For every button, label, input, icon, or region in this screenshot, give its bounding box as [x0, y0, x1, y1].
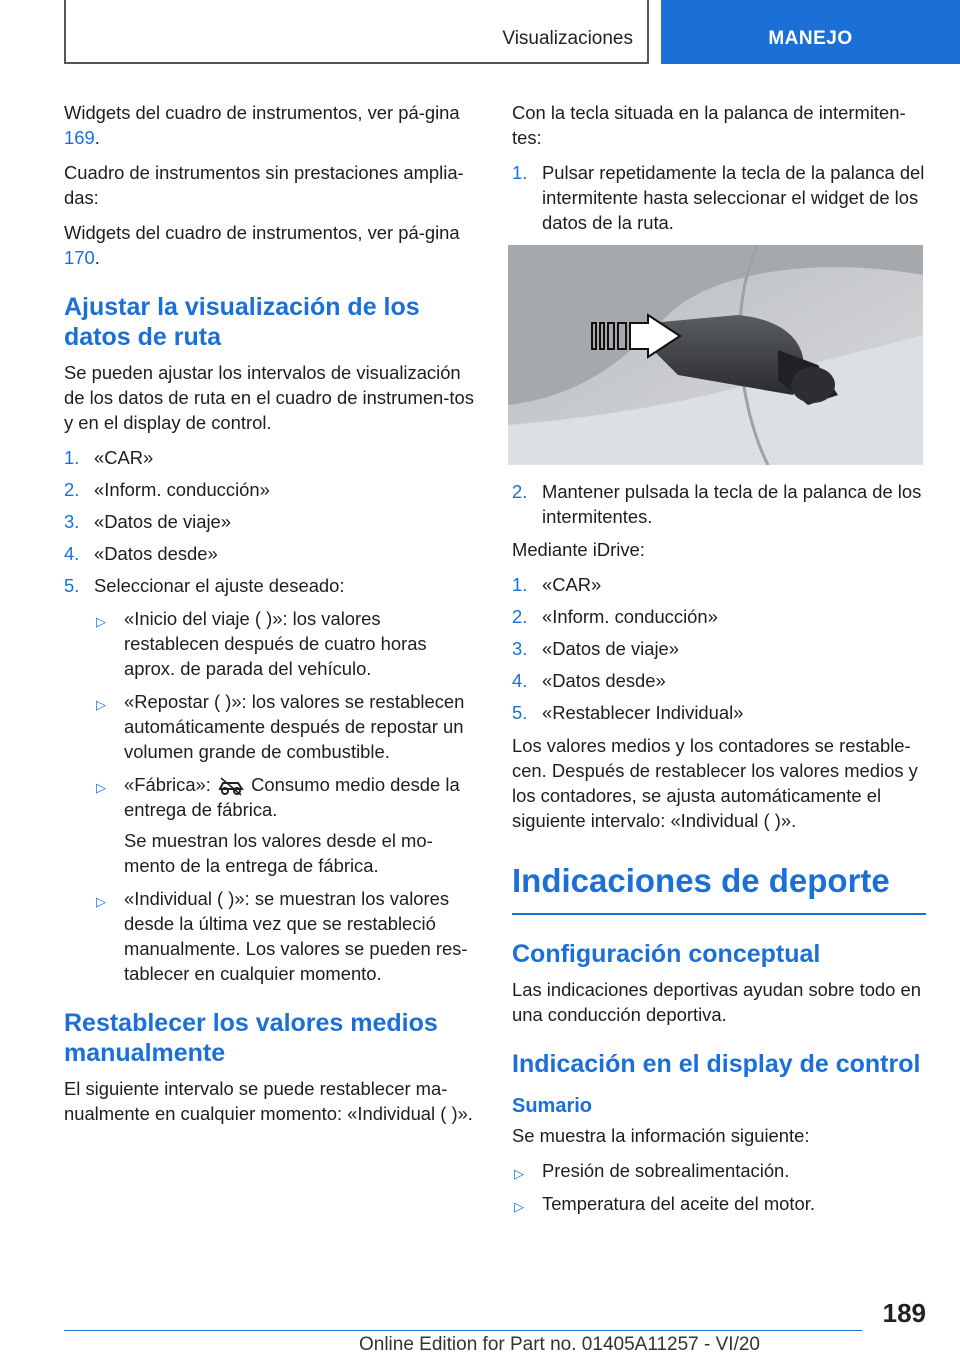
step-number: 2.: [512, 606, 528, 627]
list-item: [512, 700, 926, 725]
list-item: [512, 1191, 926, 1216]
step-number: 1.: [64, 447, 80, 468]
list-item: [94, 689, 478, 764]
step-text: «Datos de viaje»: [542, 638, 679, 659]
list-item: [64, 445, 478, 470]
step-text: «Inform. conducción»: [94, 479, 270, 500]
step-text: «Datos desde»: [542, 670, 666, 691]
chapter-tab[interactable]: [661, 0, 960, 64]
option-text: «Inicio del viaje ( )»: los valores restablecen después de cuatro horas aprox. de parada del vehículo.: [124, 608, 427, 679]
paragraph: Los valores medios y los contadores se restable-cen. Después de restablecer los valores medios y los contadores, se ajusta automáticamente el siguiente intervalo: «Individual ( )».: [512, 735, 918, 831]
step-number: 2.: [64, 479, 80, 500]
heading-sumario: Sumario: [512, 1095, 593, 1117]
steps-list: [512, 160, 926, 235]
list-item: [512, 668, 926, 693]
step-number: 4.: [64, 543, 80, 564]
paragraph: Se muestra la información siguiente:: [512, 1125, 810, 1146]
step-text: Seleccionar el ajuste deseado:: [94, 575, 345, 596]
paragraph: Widgets del cuadro de instrumentos, ver pá-gina 169.: [64, 102, 460, 148]
paragraph: Se pueden ajustar los intervalos de visualización de los datos de ruta en el cuadro de instrumen-tos y en el display de control.: [64, 362, 474, 433]
heading-restablecer: Restablecer los valores medios manualmente: [64, 1009, 438, 1067]
page-number: 189: [882, 1298, 926, 1328]
step-number: 5.: [64, 575, 80, 596]
right-column: [512, 100, 926, 1224]
list-item: [512, 1158, 926, 1183]
triangle-bullet-icon: ▷: [96, 894, 106, 909]
edition-footer: Online Edition for Part no. 01405A11257 - VI/20: [358, 1334, 760, 1355]
footer-divider: [64, 1330, 862, 1331]
option-text: «Fábrica»:: [124, 774, 211, 795]
list-item: [94, 772, 478, 822]
section-title: Visualizaciones: [502, 28, 633, 49]
step-number: 3.: [512, 638, 528, 659]
page-link[interactable]: 169: [64, 127, 95, 148]
paragraph: Widgets del cuadro de instrumentos, ver pá-gina 170.: [64, 222, 460, 268]
step-text: «Inform. conducción»: [542, 606, 718, 627]
text: Widgets del cuadro de instrumentos, ver pá-gina: [64, 102, 460, 123]
text: Widgets del cuadro de instrumentos, ver pá-gina: [64, 222, 460, 243]
list-item: [64, 477, 478, 502]
list-item: [94, 886, 478, 986]
step-number: 5.: [512, 702, 528, 723]
step-text: «Datos desde»: [94, 543, 218, 564]
option-text: Consumo medio desde la entrega de fábrica.: [124, 774, 460, 820]
options-list: [94, 606, 478, 822]
triangle-bullet-icon: ▷: [96, 780, 106, 795]
heading-config: Configuración conceptual: [512, 940, 821, 968]
lever-photo-icon: [508, 245, 923, 465]
sumario-list: [512, 1158, 926, 1216]
step-text: Pulsar repetidamente la tecla de la palanca del intermitente hasta seleccionar el widget de los datos de la ruta.: [542, 162, 925, 233]
step-number: 1.: [512, 574, 528, 595]
triangle-bullet-icon: ▷: [96, 697, 106, 712]
list-item: [512, 636, 926, 661]
chapter-tab-label: MANEJO: [768, 28, 853, 49]
step-text: «CAR»: [542, 574, 602, 595]
list-item: [64, 541, 478, 566]
list-item: [64, 509, 478, 534]
paragraph: Las indicaciones deportivas ayudan sobre todo en una conducción deportiva.: [512, 979, 921, 1025]
list-item: [512, 604, 926, 629]
step-number: 1.: [512, 162, 528, 183]
list-item: [512, 572, 926, 597]
steps-list: [64, 445, 478, 598]
fabrica-note: Se muestran los valores desde el mo-mento de la entrega de fábrica.: [124, 830, 433, 876]
step-text: «Datos de viaje»: [94, 511, 231, 532]
list-item: [512, 479, 926, 529]
step-number: 3.: [64, 511, 80, 532]
step-number: 2.: [512, 481, 528, 502]
option-text: «Repostar ( )»: los valores se restablecen automáticamente después de repostar un volumen grande de combustible.: [124, 691, 465, 762]
list-item: [94, 606, 478, 681]
step-text: «CAR»: [94, 447, 154, 468]
item-text: Presión de sobrealimentación.: [542, 1160, 790, 1181]
paragraph: Con la tecla situada en la palanca de intermiten-tes:: [512, 102, 906, 148]
step-text: «Restablecer Individual»: [542, 702, 744, 723]
option-text: «Individual ( )»: se muestran los valores desde la última vez que se restableció manualmente. Los valores se pueden res-tablecer en cualquier momento.: [124, 888, 468, 984]
turn-signal-lever-illustration: [508, 245, 923, 465]
triangle-bullet-icon: ▷: [514, 1166, 524, 1181]
heading-display: Indicación en el display de control: [512, 1050, 921, 1078]
steps-list: [512, 479, 926, 529]
list-item: [512, 160, 926, 235]
paragraph: Mediante iDrive:: [512, 539, 645, 560]
factory-car-icon: [216, 776, 246, 796]
heading-deporte: Indicaciones de deporte: [512, 861, 926, 915]
options-list: [94, 886, 478, 986]
triangle-bullet-icon: ▷: [96, 614, 106, 629]
item-text: Temperatura del aceite del motor.: [542, 1193, 815, 1214]
list-item: [64, 573, 478, 598]
heading-ajustar: Ajustar la visualización de los datos de ruta: [64, 293, 420, 351]
left-column: [64, 100, 478, 1136]
header-frame: [64, 0, 649, 64]
paragraph: El siguiente intervalo se puede restablecer ma-nualmente en cualquier momento: «Individual ( )».: [64, 1078, 473, 1124]
step-text: Mantener pulsada la tecla de la palanca de los intermitentes.: [542, 481, 922, 527]
triangle-bullet-icon: ▷: [514, 1199, 524, 1214]
idrive-steps-list: [512, 572, 926, 725]
paragraph: Cuadro de instrumentos sin prestaciones amplia-das:: [64, 162, 464, 208]
step-number: 4.: [512, 670, 528, 691]
page-link[interactable]: 170: [64, 247, 95, 268]
